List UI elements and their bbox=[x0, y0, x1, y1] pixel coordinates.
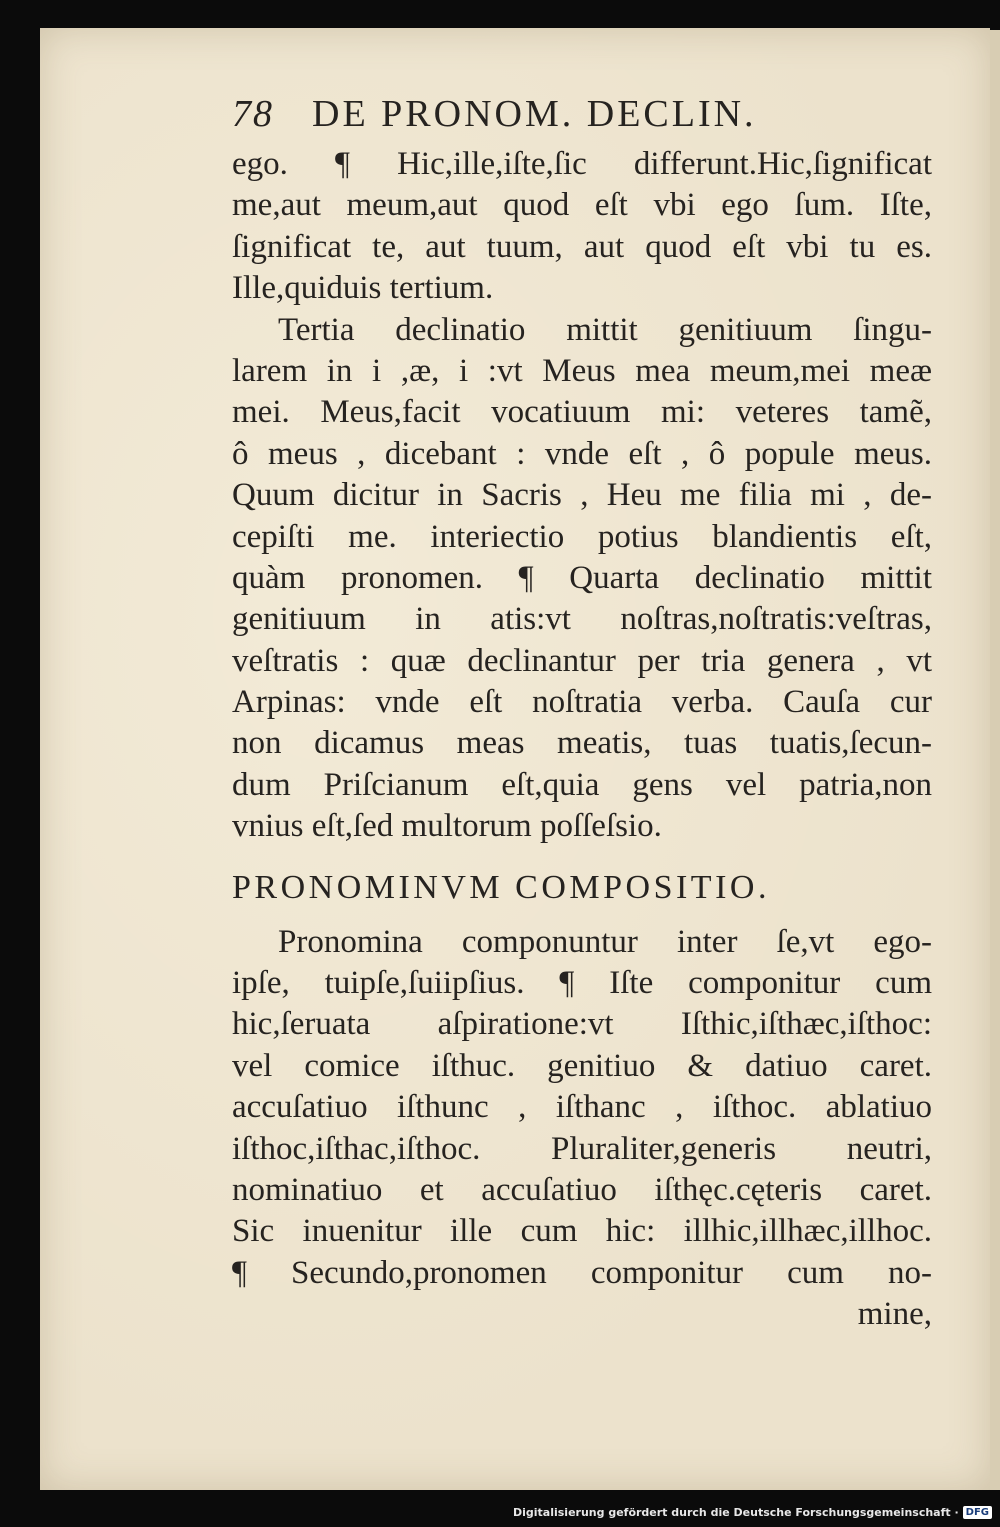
text-line: dum Priſcianum eſt,quia gens vel patria,non bbox=[232, 766, 932, 803]
paragraph-2 bbox=[232, 310, 932, 848]
page-number: 78 bbox=[232, 93, 274, 135]
paragraph-3 bbox=[232, 922, 932, 1295]
text-line: nominatiuo et accuſatiuo iſthęc.cęteris caret. bbox=[232, 1171, 932, 1208]
text-line: vel comice iſthuc. genitiuo & datiuo caret. bbox=[232, 1047, 932, 1084]
footer-text: Digitalisierung gefördert durch die Deutsche Forschungsgemeinschaft · bbox=[512, 1506, 959, 1519]
page-text bbox=[232, 92, 932, 1336]
text-line: ô meus , dicebant : vnde eſt , ô popule meus. bbox=[232, 435, 932, 472]
section-heading: PRONOMINVM COMPOSITIO. bbox=[232, 868, 770, 906]
catchword: mine, bbox=[857, 1296, 932, 1333]
text-line: non dicamus meas meatis, tuas tuatis,ſecun- bbox=[232, 725, 932, 762]
page-header bbox=[232, 92, 932, 142]
text-line: genitiuum in atis:vt noſtras,noſtratis:veſtras, bbox=[232, 601, 932, 638]
text-line: Pronomina componuntur inter ſe,vt ego- bbox=[278, 923, 932, 960]
running-title: DE PRONOM. DECLIN. bbox=[312, 93, 757, 135]
text-line: iſthoc,iſthac,iſthoc. Pluraliter,generis neutri, bbox=[232, 1130, 932, 1167]
text-line: Quum dicitur in Sacris , Heu me filia mi , de- bbox=[232, 477, 932, 514]
text-line: ¶ Secundo,pronomen componitur cum no- bbox=[232, 1254, 932, 1291]
text-line: cepiſti me. interiectio potius blandientis eſt, bbox=[232, 518, 932, 555]
text-line: Tertia declinatio mittit genitiuum ſingu- bbox=[278, 311, 932, 348]
text-line: Arpinas: vnde eſt noſtratia verba. Cauſa cur bbox=[232, 684, 932, 721]
text-line: ego. ¶ Hic,ille,iſte,ſic differunt.Hic,ſignificat bbox=[232, 146, 932, 182]
text-line: larem in i ,æ, i :vt Meus mea meum,mei meæ bbox=[232, 352, 932, 389]
text-line: hic,ſeruata aſpiratione:vt Iſthic,iſthæc,iſthoc: bbox=[232, 1006, 932, 1043]
text-line: me,aut meum,aut quod eſt vbi ego ſum. Iſte, bbox=[232, 187, 932, 224]
text-line: Ille,quiduis tertium. bbox=[232, 270, 494, 307]
text-line: ſignificat te, aut tuum, aut quod eſt vbi tu es. bbox=[232, 228, 932, 265]
text-line: vnius eſt,ſed multorum poſſeſsio. bbox=[232, 808, 662, 845]
funding-footer bbox=[513, 1506, 992, 1519]
dfg-logo: DFG bbox=[963, 1506, 992, 1519]
text-line: Sic inuenitur ille cum hic: illhic,illhæc,illhoc. bbox=[232, 1213, 932, 1250]
text-line: quàm pronomen. ¶ Quarta declinatio mittit bbox=[232, 559, 932, 596]
paragraph-1 bbox=[232, 144, 932, 310]
text-line: accuſatiuo iſthunc , iſthanc , iſthoc. ablatiuo bbox=[232, 1089, 932, 1126]
text-line: ipſe, tuipſe,ſuiipſius. ¶ Iſte componitur cum bbox=[232, 965, 932, 1002]
text-line: veſtratis : quæ declinantur per tria genera , vt bbox=[232, 642, 932, 679]
text-line: mei. Meus,facit vocatiuum mi: veteres tamẽ, bbox=[232, 394, 932, 431]
